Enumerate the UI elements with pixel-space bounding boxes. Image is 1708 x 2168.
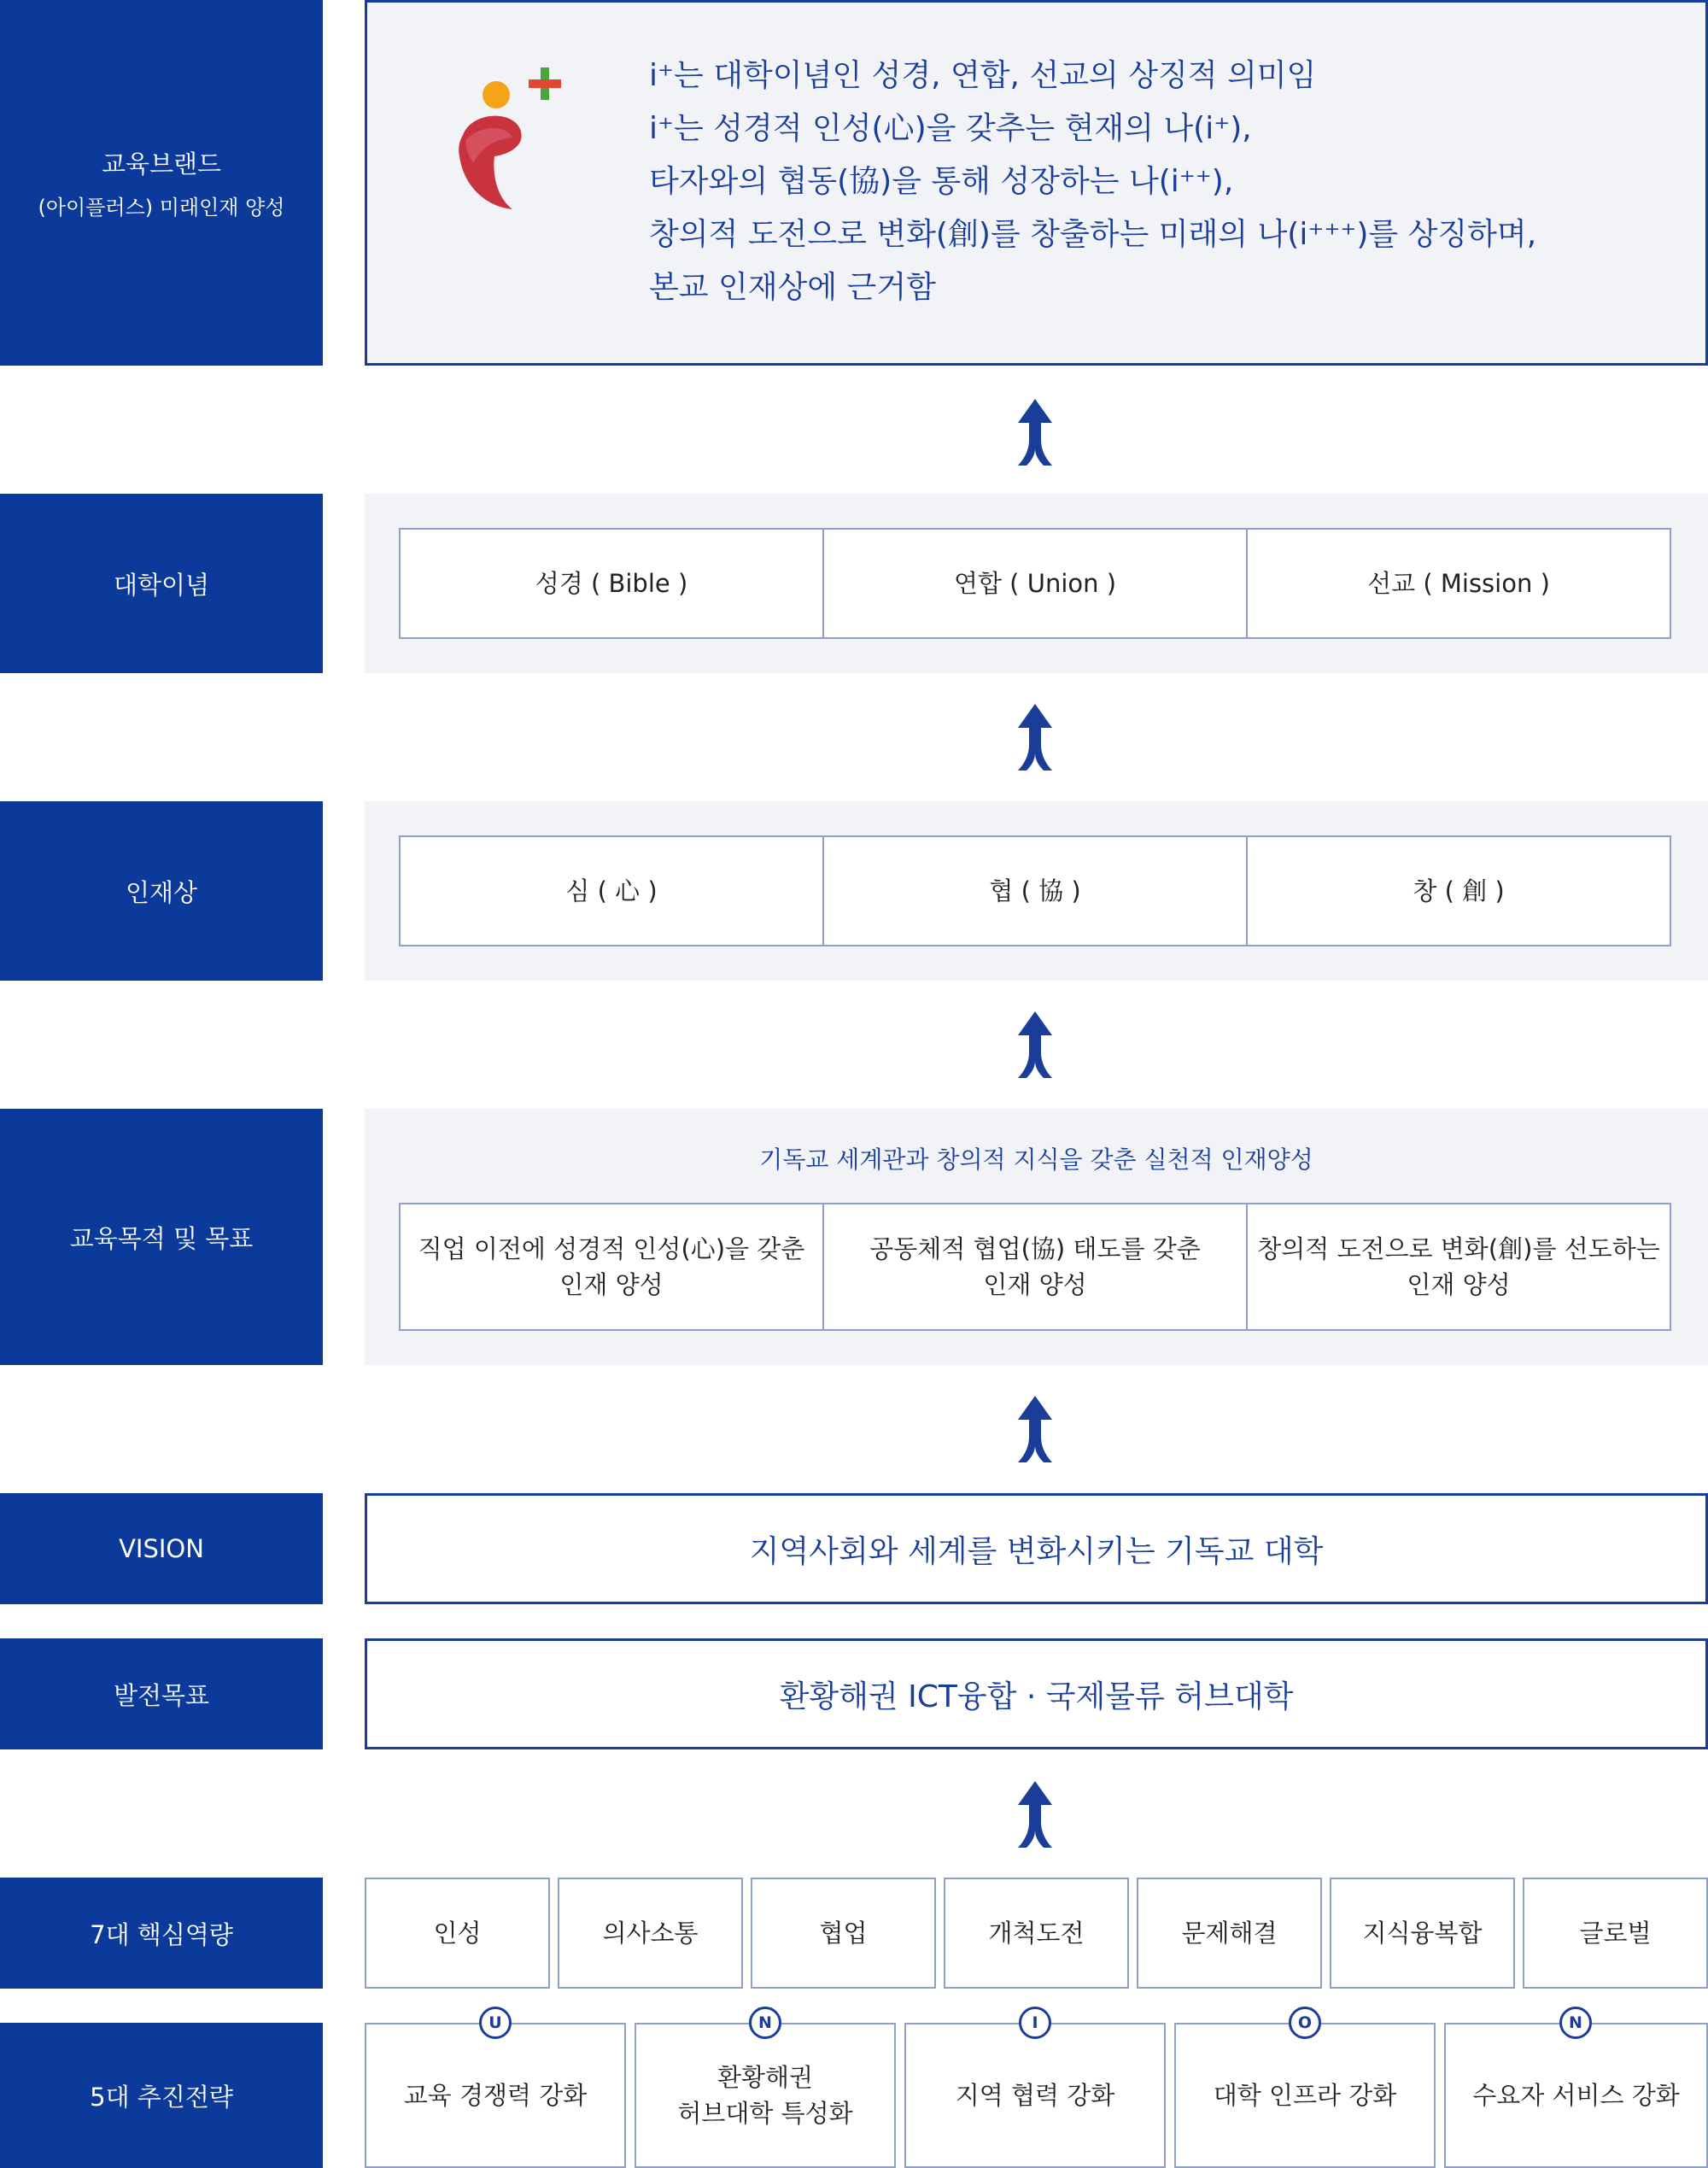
label-competencies-text: 7대 핵심역량 <box>90 1919 233 1949</box>
purpose-item <box>399 1203 824 1331</box>
brand-box <box>365 0 1708 366</box>
brand-line-1: i⁺는 대학이념인 성경, 연합, 선교의 상징적 의미임 <box>649 58 1317 93</box>
purpose-item <box>822 1203 1248 1331</box>
competency-item: 글로벌 <box>1523 1878 1708 1989</box>
strategy-line2: 허브대학 특성화 <box>677 2099 853 2128</box>
vision-box: 지역사회와 세계를 변화시키는 기독교 대학 <box>365 1493 1708 1604</box>
brand-line-4: 창의적 도전으로 변화(創)를 창출하는 미래의 나(i⁺⁺⁺)를 상징하며, <box>649 217 1537 252</box>
strategy-badge: I <box>1019 2007 1051 2039</box>
talent-item: 심 ( 心 ) <box>399 835 824 946</box>
competency-item: 의사소통 <box>558 1878 743 1989</box>
up-arrow-icon <box>1016 1010 1054 1080</box>
purpose-item-line2: 인재 양성 <box>983 1270 1087 1299</box>
strategy-item <box>1444 2023 1708 2168</box>
label-philosophy <box>0 494 323 673</box>
strategy-line1: 대학 인프라 강화 <box>1213 2080 1397 2110</box>
strategy-line1: 환황해권 <box>717 2062 814 2092</box>
development-box: 환황해권 ICT융합 · 국제물류 허브대학 <box>365 1638 1708 1749</box>
talent-item: 협 ( 協 ) <box>822 835 1248 946</box>
competency-item: 인성 <box>365 1878 550 1989</box>
purpose-item-line1: 직업 이전에 성경적 인성(心)을 갖춘 <box>418 1233 805 1263</box>
philosophy-item: 선교 ( Mission ) <box>1246 528 1671 639</box>
purpose-item <box>1246 1203 1671 1331</box>
strategy-item <box>365 2023 626 2168</box>
brand-line-3: 타자와의 협동(協)을 통해 성장하는 나(i⁺⁺), <box>649 164 1234 199</box>
philosophy-item: 성경 ( Bible ) <box>399 528 824 639</box>
up-arrow-icon <box>1016 397 1054 467</box>
label-vision <box>0 1493 323 1604</box>
label-strategies-text: 5대 추진전략 <box>90 2082 233 2112</box>
purpose-headline: 기독교 세계관과 창의적 지식을 갖춘 실천적 인재양성 <box>759 1146 1313 1174</box>
strategy-line1: 교육 경쟁력 강화 <box>403 2080 588 2110</box>
label-brand <box>0 0 323 366</box>
competency-item: 협업 <box>751 1878 936 1989</box>
strategy-badge: U <box>479 2007 512 2039</box>
philosophy-section <box>365 494 1708 673</box>
label-talent-text: 인재상 <box>125 877 198 907</box>
up-arrow-icon <box>1016 1779 1054 1849</box>
strategy-line1: 지역 협력 강화 <box>955 2080 1115 2110</box>
label-purpose <box>0 1109 323 1365</box>
strategy-item <box>904 2023 1166 2168</box>
iplus-logo-icon <box>447 62 576 216</box>
purpose-item-line1: 공동체적 협업(協) 태도를 갖춘 <box>869 1233 1201 1263</box>
competency-item: 문제해결 <box>1137 1878 1322 1989</box>
brand-description <box>649 50 1536 314</box>
strategy-item <box>635 2023 896 2168</box>
up-arrow-icon <box>1016 1394 1054 1464</box>
strategy-badge: N <box>749 2007 781 2039</box>
purpose-section <box>365 1109 1708 1365</box>
purpose-item-line2: 인재 양성 <box>559 1270 664 1299</box>
purpose-item-line2: 인재 양성 <box>1407 1270 1511 1299</box>
up-arrow-icon <box>1016 702 1054 772</box>
purpose-item-line1: 창의적 도전으로 변화(創)를 선도하는 <box>1257 1233 1660 1263</box>
strategy-badge: N <box>1559 2007 1592 2039</box>
label-brand-title: 교육브랜드 <box>101 149 222 179</box>
competency-item: 개척도전 <box>944 1878 1129 1989</box>
label-purpose-text: 교육목적 및 목표 <box>69 1223 254 1253</box>
label-development <box>0 1638 323 1749</box>
strategy-line1: 수요자 서비스 강화 <box>1472 2080 1680 2110</box>
brand-line-2: i⁺는 성경적 인성(心)을 갖추는 현재의 나(i⁺), <box>649 111 1252 146</box>
label-competencies <box>0 1878 323 1989</box>
strategy-badge: O <box>1289 2007 1321 2039</box>
brand-line-5: 본교 인재상에 근거함 <box>649 270 936 305</box>
label-vision-text: VISION <box>119 1534 204 1563</box>
label-philosophy-text: 대학이념 <box>113 570 210 600</box>
talent-section <box>365 801 1708 981</box>
label-brand-subtitle: (아이플러스) 미래인재 양성 <box>38 196 285 220</box>
competency-item: 지식융복합 <box>1330 1878 1515 1989</box>
label-talent <box>0 801 323 981</box>
strategy-item <box>1174 2023 1436 2168</box>
label-development-text: 발전목표 <box>113 1680 210 1710</box>
label-strategies <box>0 2023 323 2168</box>
talent-item: 창 ( 創 ) <box>1246 835 1671 946</box>
philosophy-item: 연합 ( Union ) <box>822 528 1248 639</box>
